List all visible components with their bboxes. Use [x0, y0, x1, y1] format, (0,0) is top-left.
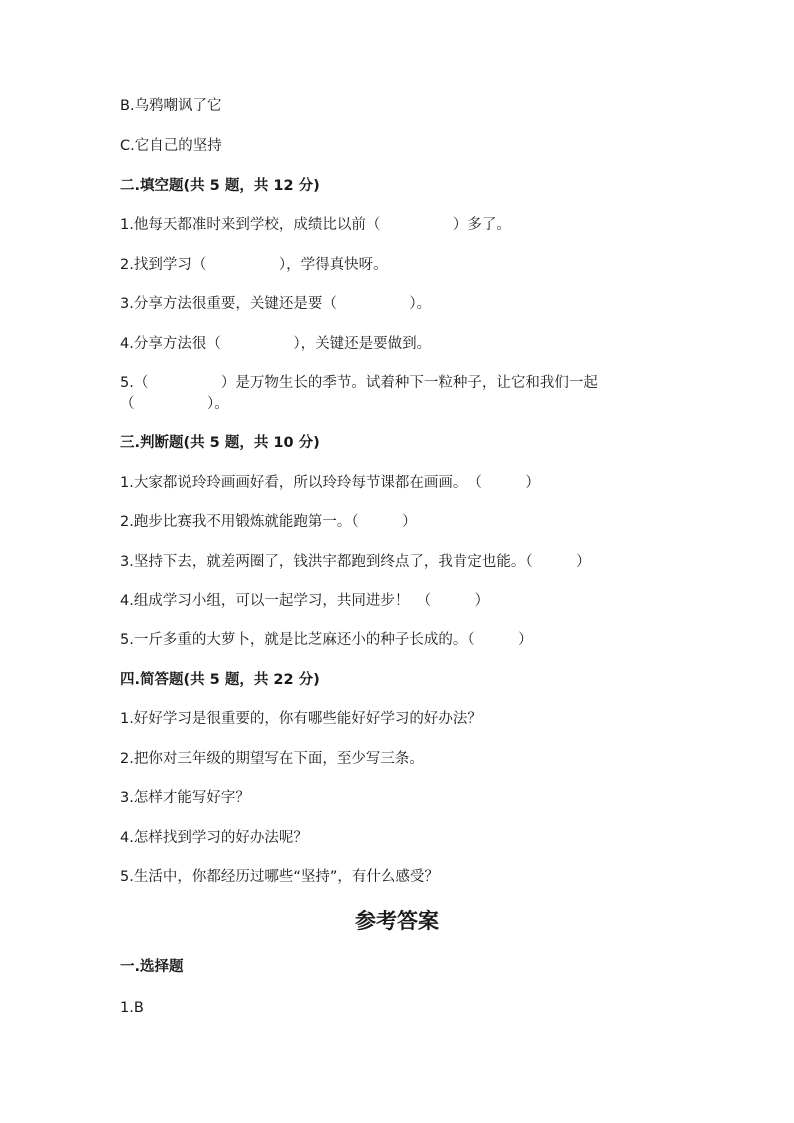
fill-blank-question-5-line-2: （ ）。 [120, 396, 229, 412]
section-heading-true-false: 三.判断题(共 5 题，共 10 分) [120, 435, 320, 451]
fill-blank-question-2: 2.找到学习（ ），学得真快呀。 [120, 257, 388, 273]
answer-item-1: 1.B [120, 1000, 144, 1016]
short-answer-question-5: 5.生活中，你都经历过哪些“坚持”，有什么感受？ [120, 869, 439, 885]
fill-blank-question-5-line-1: 5.（ ）是万物生长的季节。试着种下一粒种子，让它和我们一起 [120, 375, 598, 391]
short-answer-question-2: 2.把你对三年级的期望写在下面，至少写三条。 [120, 751, 424, 767]
fill-blank-question-4: 4.分享方法很（ ），关键还是要做到。 [120, 336, 432, 352]
true-false-question-2: 2.跑步比赛我不用锻炼就能跑第一。（ ） [120, 514, 417, 530]
short-answer-question-3: 3.怎样才能写好字？ [120, 790, 250, 806]
answer-section-heading-choice: 一.选择题 [120, 959, 184, 975]
section-heading-short-answer: 四.简答题(共 5 题，共 22 分) [120, 672, 320, 688]
fill-blank-question-1: 1.他每天都准时来到学校，成绩比以前（ ）多了。 [120, 217, 511, 233]
choice-option-c: C.它自己的坚持 [120, 138, 222, 154]
fill-blank-question-3: 3.分享方法很重要，关键还是要（ ）。 [120, 296, 432, 312]
true-false-question-4: 4.组成学习小组，可以一起学习，共同进步！ （ ） [120, 593, 490, 609]
short-answer-question-1: 1.好好学习是很重要的，你有哪些能好好学习的好办法？ [120, 711, 482, 727]
section-heading-fill-blank: 二.填空题(共 5 题，共 12 分) [120, 178, 320, 194]
true-false-question-5: 5.一斤多重的大萝卜，就是比芝麻还小的种子长成的。（ ） [120, 632, 533, 648]
short-answer-question-4: 4.怎样找到学习的好办法呢？ [120, 830, 308, 846]
answer-key-title: 参考答案 [355, 908, 439, 933]
true-false-question-3: 3.坚持下去，就差两圈了，钱洪宇都跑到终点了，我肯定也能。（ ） [120, 554, 591, 570]
true-false-question-1: 1.大家都说玲玲画画好看，所以玲玲每节课都在画画。 （ ） [120, 475, 540, 491]
choice-option-b: B.乌鸦嘲讽了它 [120, 98, 222, 114]
